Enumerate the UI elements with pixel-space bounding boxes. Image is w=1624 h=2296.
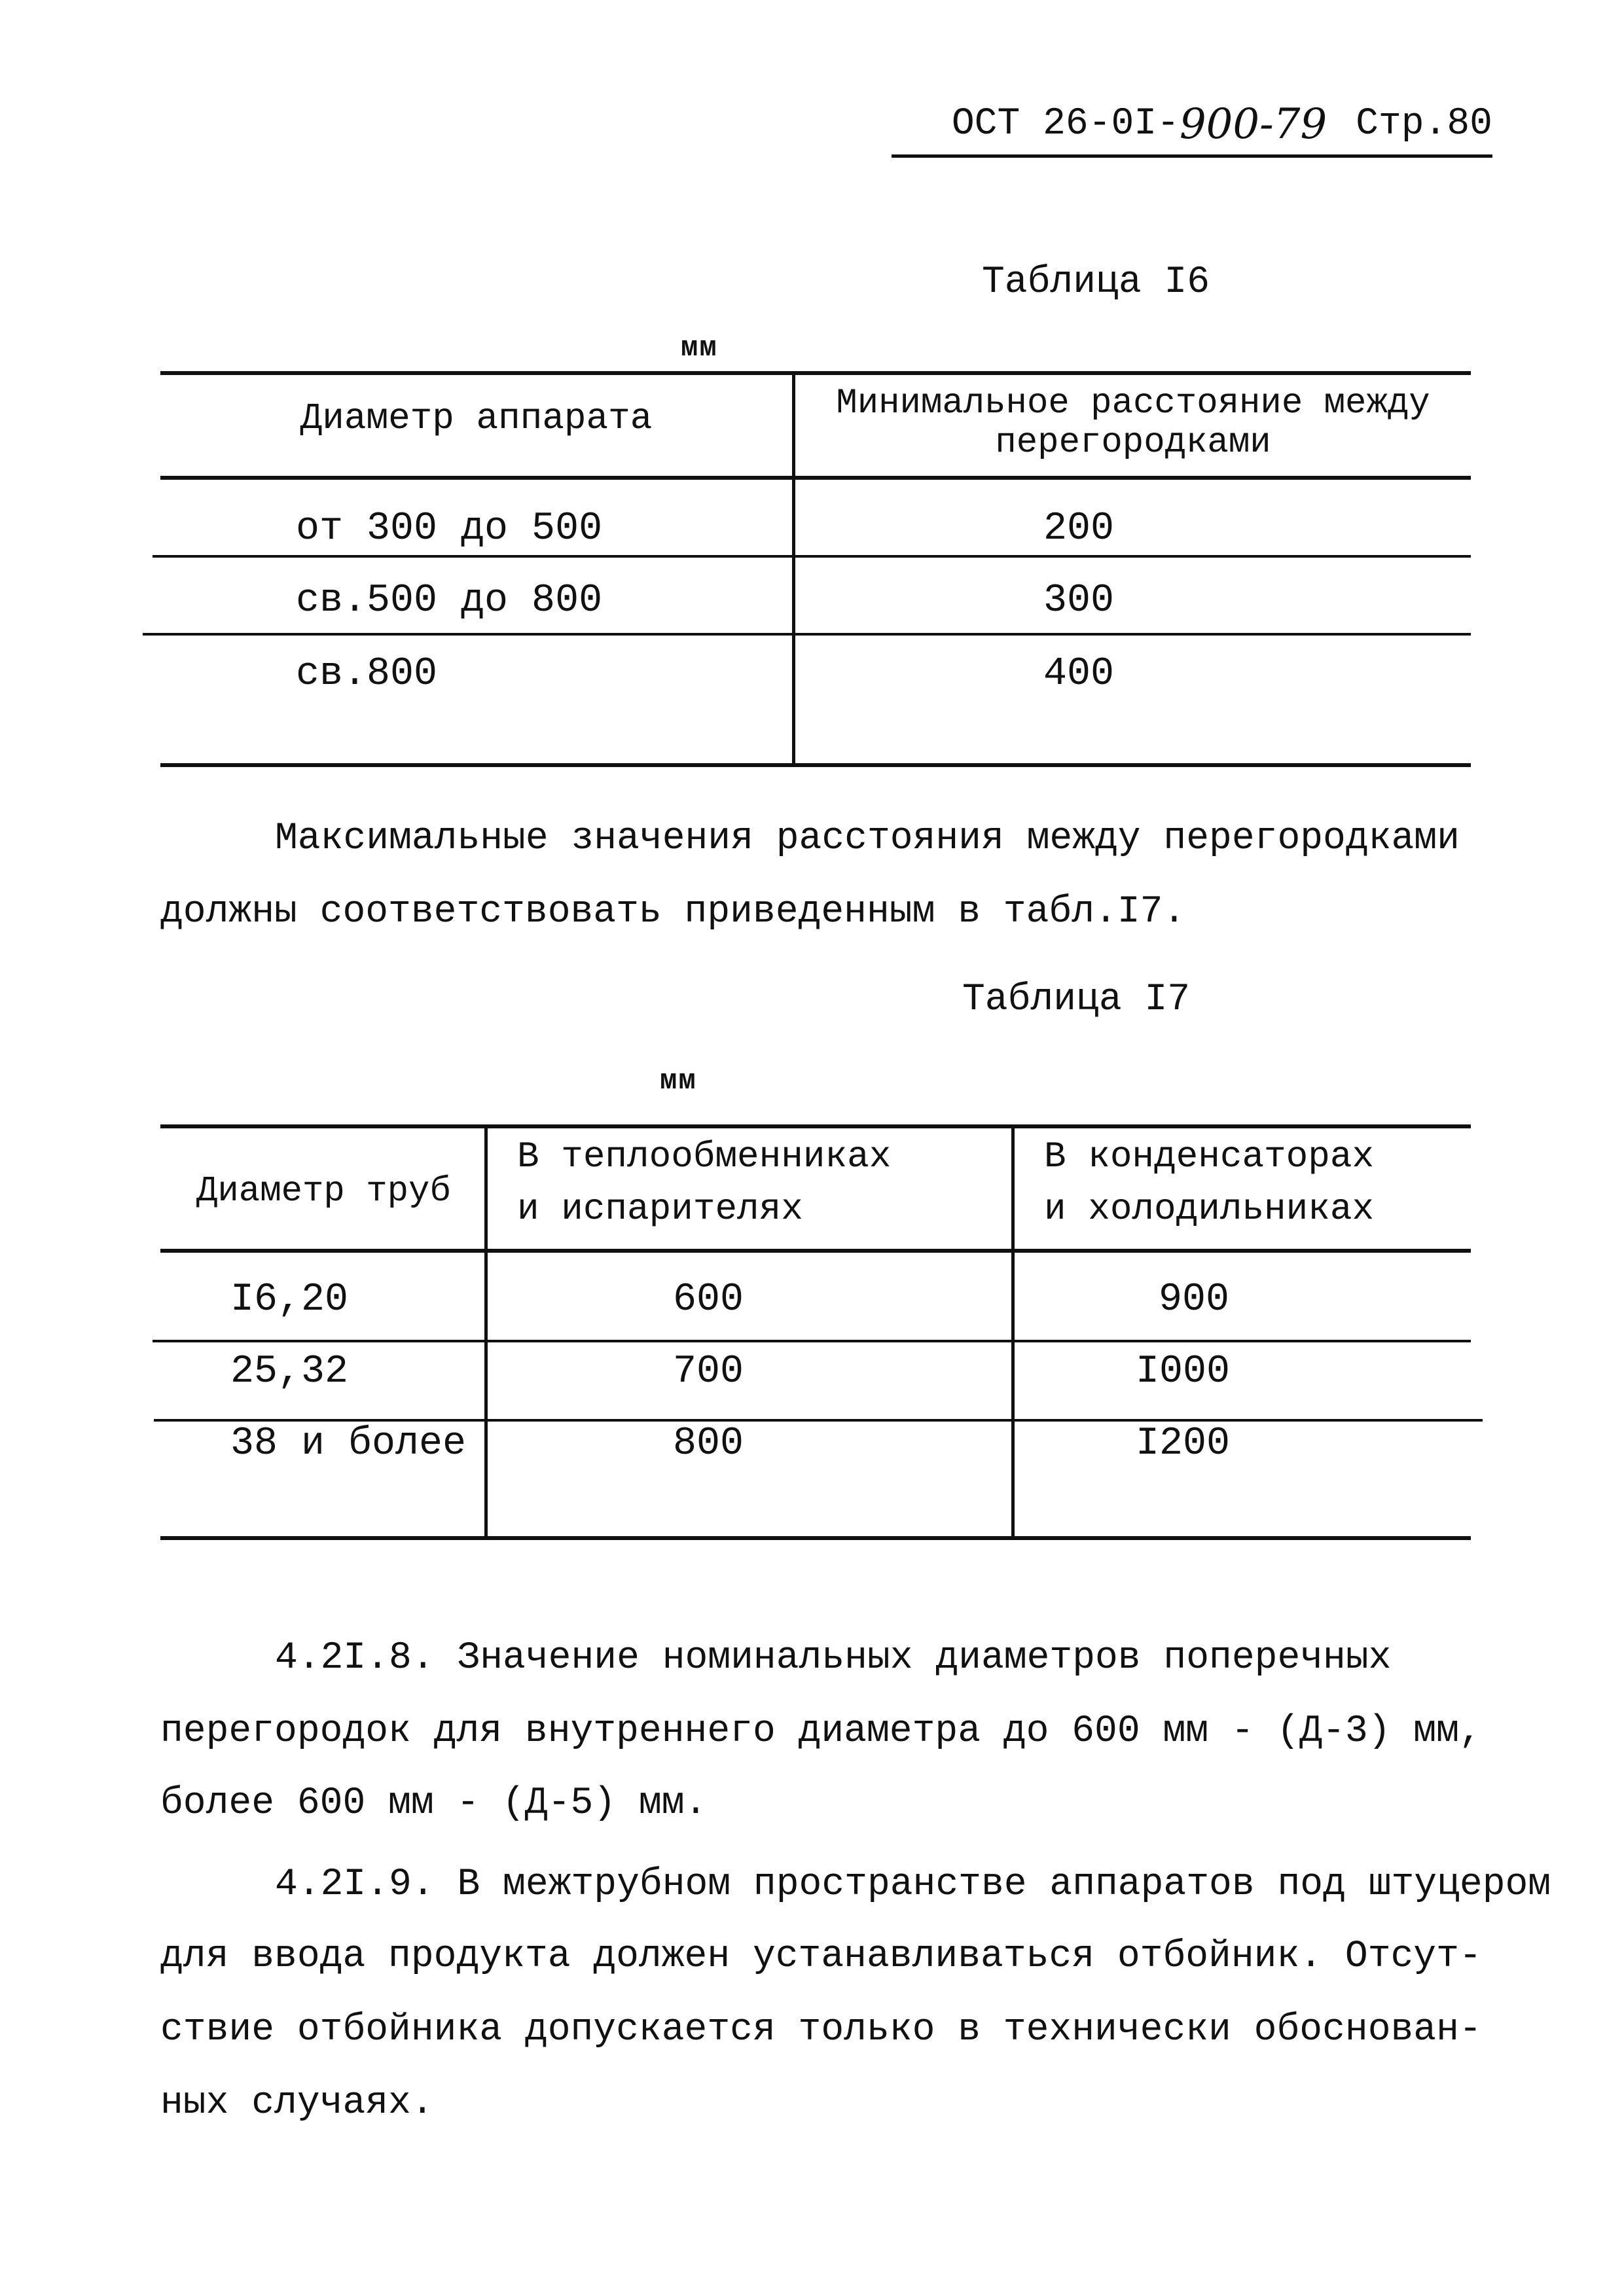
table17-row3-exchangers: 800: [673, 1422, 744, 1466]
table16-row1-diameter: от 300 до 500: [296, 507, 603, 551]
handwritten-document-number: 900-79: [1179, 100, 1327, 149]
table16-col-diameter-header: Диаметр аппарата: [300, 397, 653, 439]
table17-row2-tube: 25,32: [230, 1350, 349, 1394]
table16-row3-diameter: св.800: [296, 652, 438, 696]
table17-row1-condensers: 900: [1159, 1278, 1230, 1322]
table17-row1-tube: I6,20: [230, 1278, 349, 1322]
clause-4-21-9-line1: 4.2I.9. В межтрубном пространстве аппаратов под штуцером: [275, 1863, 1551, 1906]
table16-header-rule: [160, 476, 1471, 480]
table17-unit: мм: [660, 1065, 697, 1098]
table17-column-divider: [1011, 1126, 1015, 1540]
table16-col-distance-header-line2: перегородками: [995, 423, 1271, 463]
table17-col-condensers-header-line2: и холодильниках: [1044, 1188, 1375, 1230]
clause-4-21-9-line2: для ввода продукта должен устанавливаться отбойник. Отсут-: [160, 1935, 1482, 1978]
paragraph-intro-line2: должны соответствовать приведенным в табл.I7.: [160, 891, 1186, 933]
clause-4-21-9-line3: ствие отбойника допускается только в технически обоснован-: [160, 2009, 1482, 2051]
clause-4-21-8-line2: перегородок для внутреннего диаметра до 600 мм - (Д-3) мм,: [160, 1710, 1482, 1753]
table17-caption: Таблица I7: [962, 978, 1191, 1021]
table16-row2-distance: 300: [1043, 579, 1115, 623]
table17-row2-exchangers: 700: [673, 1350, 744, 1394]
clause-4-21-8-line1: 4.2I.8. Значение номинальных диаметров поперечных: [275, 1637, 1392, 1679]
header-underline: [892, 154, 1492, 158]
table17-col-tube-header: Диаметр труб: [196, 1172, 451, 1211]
table16-caption: Таблица I6: [982, 261, 1210, 304]
document-header: [890, 92, 1492, 157]
table16-row3-distance: 400: [1043, 652, 1115, 696]
table17-row-rule: [153, 1340, 1471, 1342]
table16-col-distance-header-line1: Минимальное расстояние между: [836, 384, 1430, 423]
table16-row-rule: [153, 555, 1471, 558]
table16-unit: мм: [681, 332, 718, 365]
table16-row1-distance: 200: [1043, 507, 1115, 551]
table17-top-rule: [160, 1124, 1471, 1128]
table17-col-condensers-header-line1: В конденсаторах: [1044, 1136, 1375, 1177]
table16-row-rule: [143, 633, 1471, 636]
document-code: ОСТ 26-0I-: [951, 103, 1180, 145]
paragraph-intro-line1: Максимальные значения расстояния между перегородками: [275, 817, 1460, 860]
table17-column-divider: [484, 1126, 488, 1540]
page-number: Стр.80: [1356, 103, 1492, 145]
table17-row3-condensers: I200: [1136, 1422, 1231, 1466]
table17-row3-tube: 38 и более: [230, 1422, 467, 1466]
table16-top-rule: [160, 371, 1471, 375]
table16-bottom-rule: [160, 763, 1471, 767]
table17-header-rule: [160, 1249, 1471, 1253]
clause-4-21-8-line3: более 600 мм - (Д-5) мм.: [160, 1782, 708, 1825]
table16-row2-diameter: св.500 до 800: [296, 579, 603, 623]
table17-row1-exchangers: 600: [673, 1278, 744, 1322]
table17-row2-condensers: I000: [1136, 1350, 1231, 1394]
table17-col-exchangers-header-line1: В теплообменниках: [517, 1136, 892, 1177]
clause-4-21-9-line4: ных случаях.: [160, 2082, 434, 2125]
table17-bottom-rule: [160, 1536, 1471, 1540]
table17-col-exchangers-header-line2: и испарителях: [517, 1188, 803, 1230]
